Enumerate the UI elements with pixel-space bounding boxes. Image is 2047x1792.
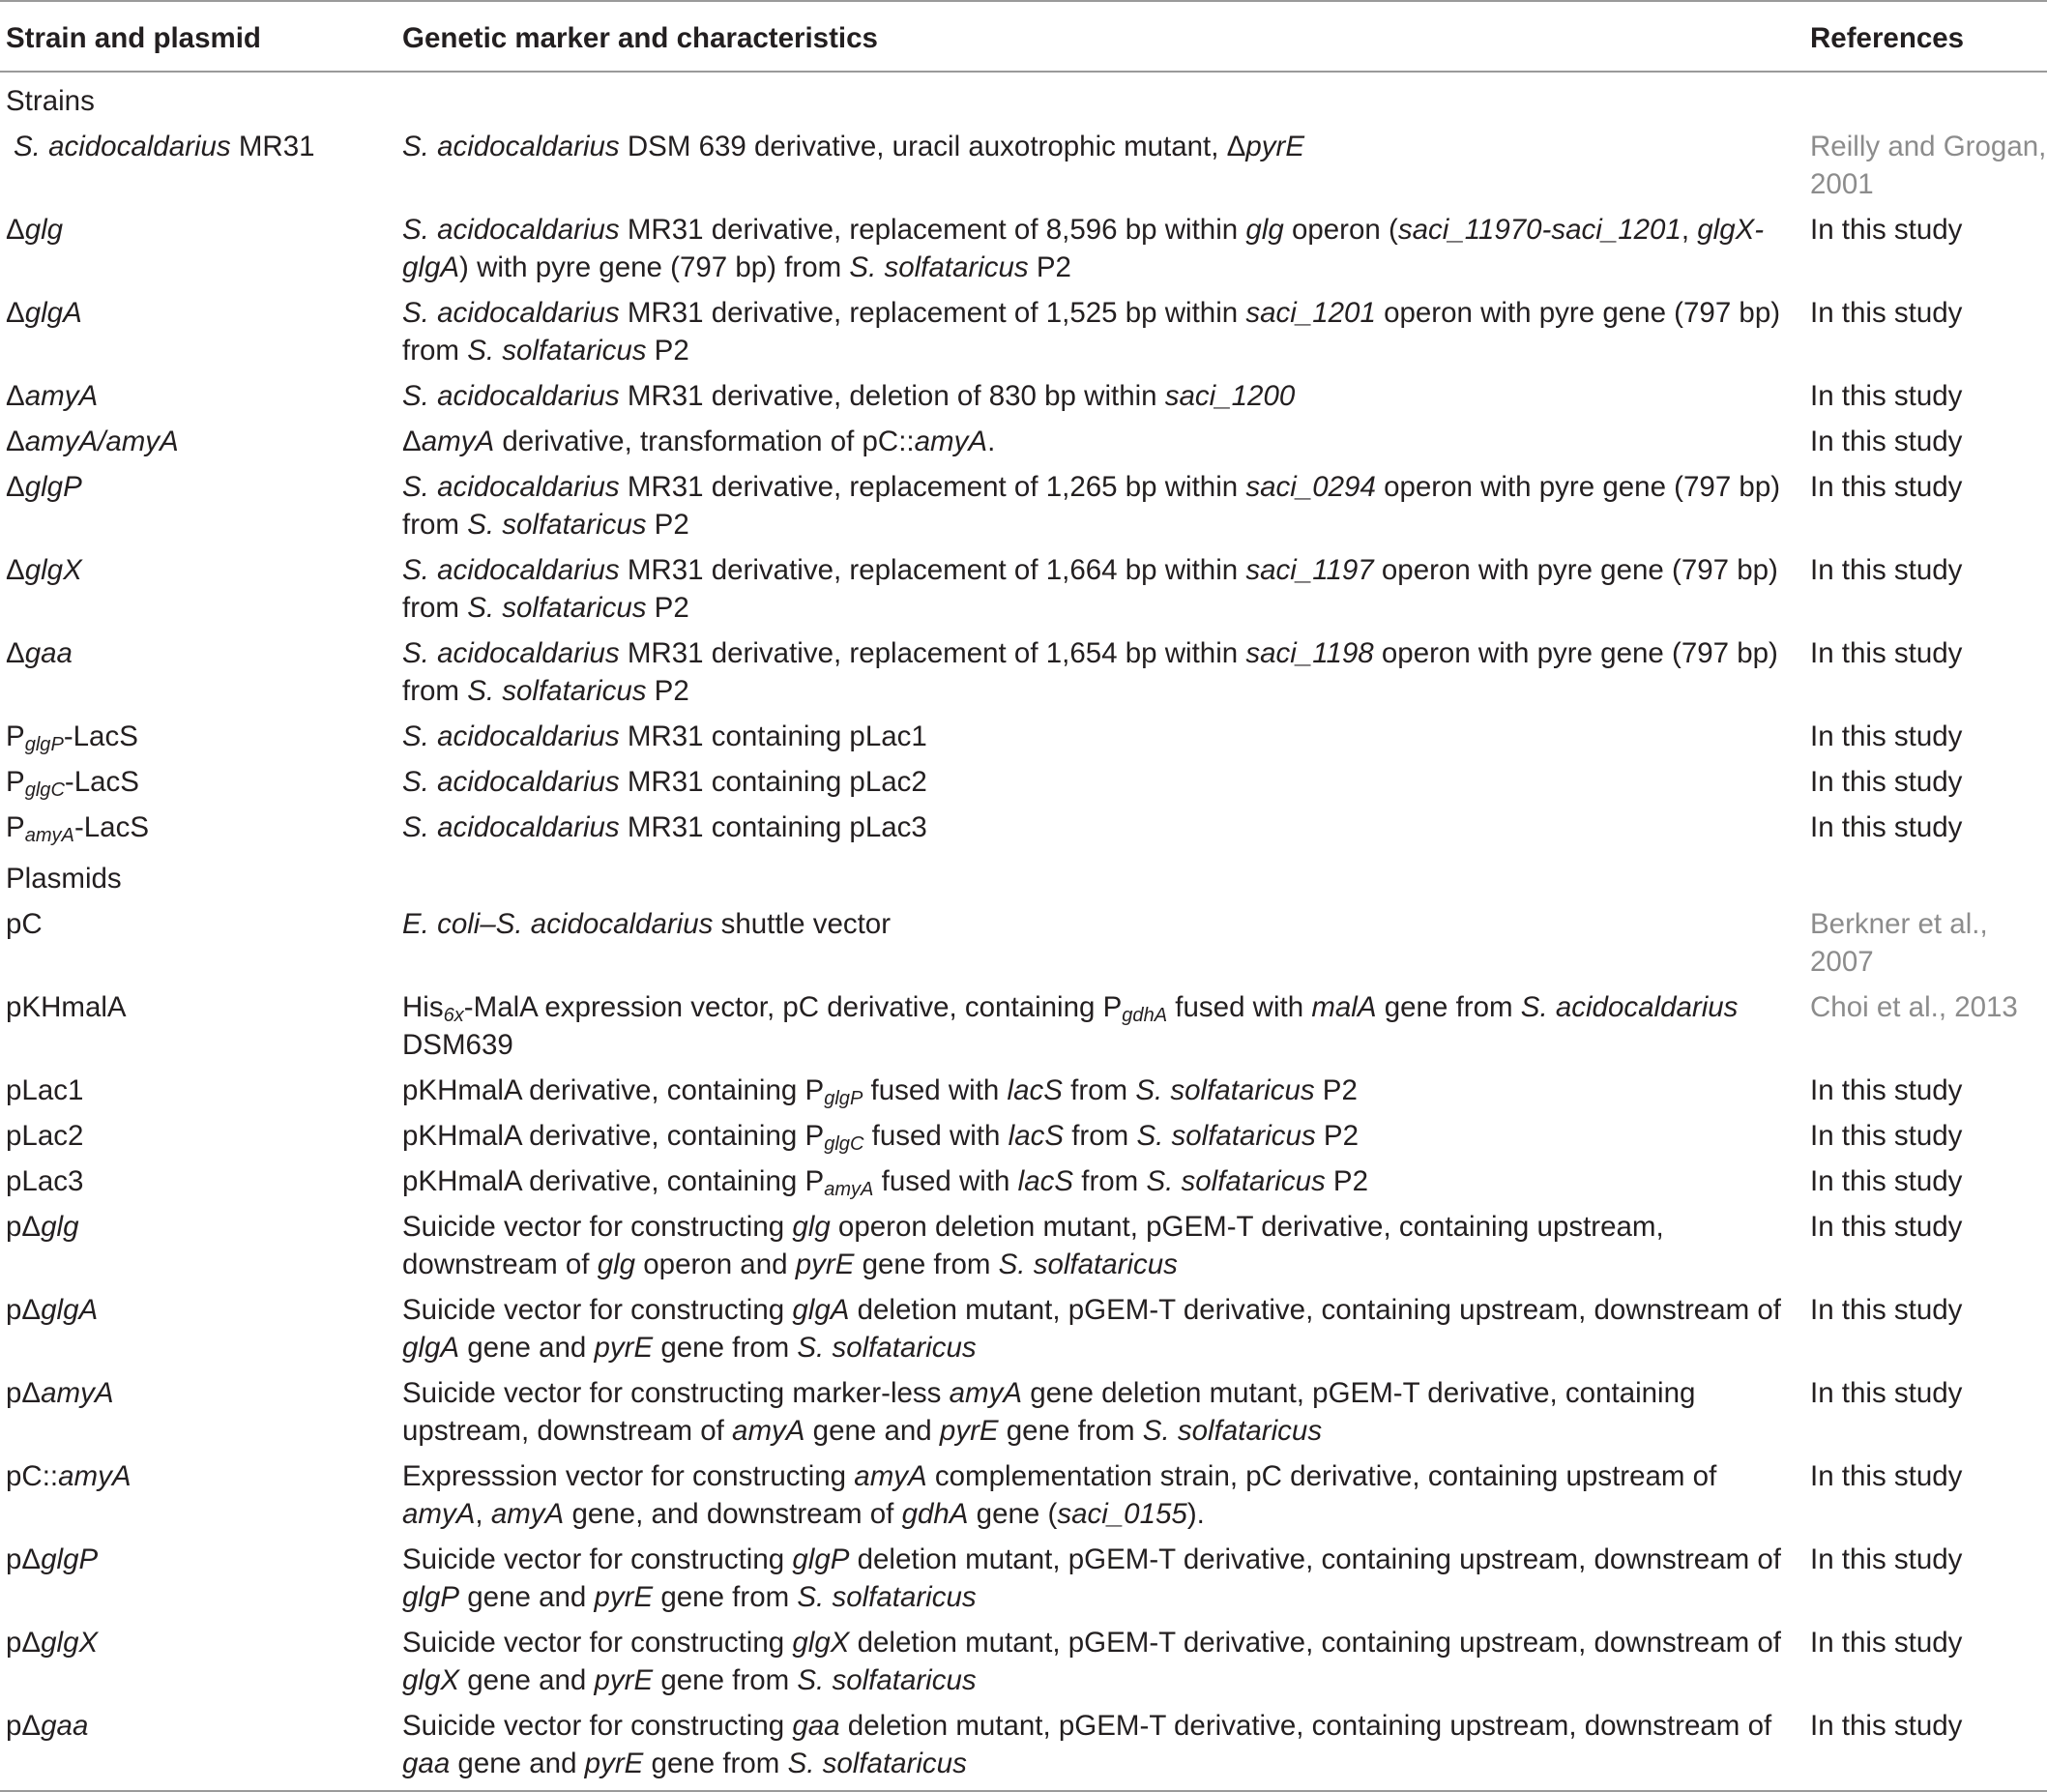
- characteristics-cell: [396, 1068, 1804, 1113]
- reference-cell: In this study: [1810, 1211, 1963, 1243]
- table-row: [0, 1370, 2047, 1454]
- text-segment: glg: [41, 1211, 79, 1243]
- text-segment: MR31 derivative, replacement of 1,654 bp within: [619, 637, 1246, 669]
- strain-plasmid-cell: [0, 547, 396, 631]
- characteristics-cell: [396, 290, 1804, 373]
- text-segment: gdhA: [1122, 1005, 1168, 1026]
- strain-plasmid-cell: [0, 984, 396, 1068]
- text-segment: from: [1062, 1074, 1136, 1106]
- text-segment: saci_0294: [1245, 471, 1376, 503]
- text-segment: MR31: [230, 131, 315, 162]
- table-row: [0, 1620, 2047, 1703]
- text-segment: gaa: [24, 637, 73, 669]
- text-segment: glgX: [24, 554, 82, 586]
- text-segment: S. solfataricus: [467, 335, 647, 367]
- characteristics-cell: [396, 419, 1804, 464]
- text-segment: S. acidocaldarius: [402, 811, 620, 843]
- text-segment: DSM639: [402, 1029, 513, 1061]
- text-segment: S. solfataricus: [467, 592, 647, 624]
- strain-plasmid-cell: [0, 1159, 396, 1204]
- text-segment: gene from: [854, 1249, 999, 1280]
- characteristics-cell: [396, 631, 1804, 714]
- characteristics-cell: [396, 464, 1804, 547]
- reference-cell: In this study: [1810, 720, 1963, 752]
- text-segment: fused with: [873, 1165, 1018, 1197]
- reference-link[interactable]: Reilly and Grogan, 2001: [1810, 131, 2047, 200]
- strain-plasmid-cell: [0, 207, 396, 290]
- text-segment: Δ: [6, 554, 25, 586]
- table-row: [0, 419, 2047, 464]
- text-segment: pLac1: [6, 1074, 84, 1106]
- text-segment: S. acidocaldarius: [402, 380, 620, 412]
- text-segment: from: [1073, 1165, 1147, 1197]
- text-segment: gene from: [653, 1581, 798, 1613]
- table-row: [0, 1159, 2047, 1204]
- text-segment: complementation strain, pC derivative, containing upstream of: [926, 1460, 1717, 1492]
- text-segment: ,: [1681, 214, 1698, 246]
- strain-plasmid-cell: [0, 1454, 396, 1537]
- reference-cell: In this study: [1810, 1165, 1963, 1197]
- reference-cell: In this study: [1810, 297, 1963, 329]
- text-segment: amyA: [949, 1377, 1023, 1409]
- table-row: [0, 464, 2047, 547]
- text-segment: S. solfataricus: [797, 1332, 977, 1364]
- text-segment: saci_1200: [1164, 380, 1296, 412]
- reference-cell: In this study: [1810, 426, 1963, 457]
- text-segment: derivative, transformation of pC::: [494, 426, 915, 457]
- text-segment: gene and: [804, 1415, 940, 1447]
- text-segment: P2: [646, 675, 689, 707]
- text-segment: -LacS: [63, 720, 138, 752]
- text-segment: DSM 639 derivative, uracil auxotrophic mutant, Δ: [619, 131, 1246, 162]
- text-segment: operon deletion mutant, pGEM-T derivative, containing upstream, downstream of: [402, 1211, 1664, 1280]
- text-segment: lacS: [1017, 1165, 1074, 1197]
- text-segment: amyA: [24, 825, 74, 846]
- table-row: [0, 1068, 2047, 1113]
- characteristics-cell: [396, 547, 1804, 631]
- text-segment: glg: [24, 214, 64, 246]
- characteristics-cell: [396, 901, 1804, 984]
- text-segment: amyA: [24, 380, 99, 412]
- text-segment: S. acidocaldarius: [402, 554, 620, 586]
- text-segment: S. solfataricus: [1142, 1415, 1323, 1447]
- text-segment: MR31 derivative, replacement of 1,525 bp within: [619, 297, 1246, 329]
- text-segment: Δ: [6, 214, 25, 246]
- text-segment: E. coli–S. acidocaldarius: [402, 908, 714, 940]
- reference-cell: In this study: [1810, 1294, 1963, 1326]
- characteristics-cell: [396, 1454, 1804, 1537]
- text-segment: S. acidocaldarius: [14, 131, 231, 162]
- strain-plasmid-cell: [0, 1068, 396, 1113]
- text-segment: glgP: [792, 1543, 850, 1575]
- text-segment: gene from: [998, 1415, 1143, 1447]
- text-segment: glgP: [41, 1543, 99, 1575]
- text-segment: Δ: [6, 426, 25, 457]
- reference-cell: In this study: [1810, 1543, 1963, 1575]
- reference-cell: In this study: [1810, 1627, 1963, 1659]
- text-segment: operon with pyre gene (797 bp) from: [402, 554, 1778, 624]
- text-segment: amyA: [854, 1460, 927, 1492]
- text-segment: pyrE: [584, 1748, 644, 1779]
- text-segment: glgC: [24, 779, 65, 801]
- text-segment: glgA: [792, 1294, 850, 1326]
- text-segment: pΔ: [6, 1377, 42, 1409]
- text-segment: deletion mutant, pGEM-T derivative, containing upstream, downstream of: [849, 1627, 1781, 1659]
- text-segment: S. solfataricus: [998, 1249, 1178, 1280]
- table-row: [0, 547, 2047, 631]
- text-segment: from: [1064, 1120, 1137, 1152]
- text-segment: P2: [646, 509, 689, 541]
- characteristics-cell: [396, 1159, 1804, 1204]
- reference-cell: In this study: [1810, 1710, 1963, 1742]
- text-segment: pC::: [6, 1460, 59, 1492]
- text-segment: Δ: [402, 426, 422, 457]
- text-segment: gaa: [41, 1710, 89, 1742]
- text-segment: pyrE: [1245, 131, 1305, 162]
- text-segment: operon (: [1283, 214, 1398, 246]
- text-segment: amyA: [914, 426, 988, 457]
- text-segment: pyrE: [594, 1664, 654, 1696]
- table-row: [0, 901, 2047, 984]
- text-segment: -MalA expression vector, pC derivative, containing P: [463, 991, 1123, 1023]
- text-segment: glgX-glgA: [402, 214, 1765, 283]
- characteristics-cell: [396, 1537, 1804, 1620]
- characteristics-cell: [396, 1204, 1804, 1287]
- table-row: [0, 631, 2047, 714]
- text-segment: deletion mutant, pGEM-T derivative, containing upstream, downstream of: [849, 1294, 1781, 1326]
- text-segment: pLac3: [6, 1165, 84, 1197]
- text-segment: gene (: [968, 1498, 1058, 1530]
- characteristics-cell: [396, 759, 1804, 805]
- text-segment: P2: [1315, 1120, 1359, 1152]
- text-segment: MR31 containing pLac1: [619, 720, 927, 752]
- reference-cell: In this study: [1810, 1460, 1963, 1492]
- text-segment: saci_1197: [1245, 554, 1374, 586]
- text-segment: amyA: [732, 1415, 805, 1447]
- characteristics-cell: [396, 805, 1804, 850]
- text-segment: malA: [1311, 991, 1377, 1023]
- text-segment: Suicide vector for constructing marker-less: [402, 1377, 950, 1409]
- table-row: [0, 984, 2047, 1068]
- reference-cell: In this study: [1810, 554, 1963, 586]
- text-segment: glgX: [792, 1627, 850, 1659]
- strain-plasmid-cell: [0, 419, 396, 464]
- table-row: [0, 290, 2047, 373]
- text-segment: Δ: [6, 471, 25, 503]
- table-row: [0, 373, 2047, 419]
- text-segment: gene from: [653, 1332, 798, 1364]
- text-segment: Suicide vector for constructing: [402, 1294, 793, 1326]
- text-segment: gene and: [459, 1581, 595, 1613]
- reference-link[interactable]: Berkner et al., 2007: [1810, 908, 1988, 978]
- table-row: [0, 1113, 2047, 1159]
- table-row: [0, 207, 2047, 290]
- text-segment: MR31 containing pLac2: [619, 766, 927, 798]
- characteristics-cell: [396, 1113, 1804, 1159]
- text-segment: pKHmalA derivative, containing P: [402, 1165, 825, 1197]
- text-segment: MR31 derivative, replacement of 8,596 bp within: [619, 214, 1246, 246]
- strain-plasmid-cell: [0, 714, 396, 759]
- text-segment: pΔ: [6, 1627, 42, 1659]
- text-segment: -LacS: [73, 811, 150, 843]
- text-segment: gene and: [450, 1748, 585, 1779]
- text-segment: pΔ: [6, 1294, 42, 1326]
- text-segment: Δ: [6, 637, 25, 669]
- strain-plasmid-cell: [0, 1620, 396, 1703]
- text-segment: deletion mutant, pGEM-T derivative, containing upstream, downstream of: [839, 1710, 1772, 1742]
- text-segment: amyA: [421, 426, 495, 457]
- text-segment: Suicide vector for constructing: [402, 1211, 793, 1243]
- text-segment: glg: [1245, 214, 1284, 246]
- text-segment: saci_11970-saci_1201: [1397, 214, 1681, 246]
- reference-cell: In this study: [1810, 380, 1963, 412]
- text-segment: S. solfataricus: [797, 1581, 977, 1613]
- text-segment: amyA: [58, 1460, 132, 1492]
- table-row: [0, 714, 2047, 759]
- text-segment: saci_0155: [1057, 1498, 1187, 1530]
- section-label: Plasmids: [6, 863, 122, 895]
- text-segment: fused with: [1167, 991, 1312, 1023]
- strain-plasmid-cell: [0, 1204, 396, 1287]
- text-segment: ) with pyre gene (797 bp) from: [459, 251, 850, 283]
- text-segment: pΔ: [6, 1211, 42, 1243]
- text-segment: glgA: [24, 297, 82, 329]
- characteristics-cell: [396, 1703, 1804, 1791]
- text-segment: glg: [792, 1211, 831, 1243]
- text-segment: S. acidocaldarius: [402, 720, 620, 752]
- text-segment: amyA: [824, 1179, 874, 1200]
- text-segment: pKHmalA derivative, containing P: [402, 1074, 825, 1106]
- text-segment: amyA: [402, 1498, 476, 1530]
- text-segment: pC: [6, 908, 43, 940]
- characteristics-cell: [396, 984, 1804, 1068]
- table-header: [0, 1, 2047, 72]
- text-segment: glgP: [24, 734, 64, 755]
- reference-cell: In this study: [1810, 471, 1963, 503]
- text-segment: S. acidocaldarius: [402, 214, 620, 246]
- text-segment: S. acidocaldarius: [402, 637, 620, 669]
- text-segment: glgA: [41, 1294, 99, 1326]
- text-segment: glgP: [24, 471, 82, 503]
- text-segment: S. solfataricus: [849, 251, 1029, 283]
- text-segment: S. acidocaldarius: [402, 297, 620, 329]
- reference-cell: In this study: [1810, 1120, 1963, 1152]
- text-segment: gaa: [792, 1710, 840, 1742]
- characteristics-cell: [396, 207, 1804, 290]
- text-segment: P: [6, 766, 25, 798]
- reference-cell: In this study: [1810, 1074, 1963, 1106]
- text-segment: S. acidocaldarius: [402, 131, 620, 162]
- strain-plasmid-cell: [0, 124, 396, 207]
- text-segment: gene from: [1376, 991, 1521, 1023]
- text-segment: pyrE: [594, 1581, 654, 1613]
- text-segment: gdhA: [901, 1498, 969, 1530]
- text-segment: P2: [1314, 1074, 1358, 1106]
- text-segment: glgX: [402, 1664, 460, 1696]
- text-segment: S. solfataricus: [797, 1664, 977, 1696]
- reference-cell: In this study: [1810, 766, 1963, 798]
- text-segment: P: [6, 720, 25, 752]
- text-segment: S. acidocaldarius: [402, 766, 620, 798]
- text-segment: S. acidocaldarius: [402, 471, 620, 503]
- text-segment: Suicide vector for constructing: [402, 1710, 793, 1742]
- text-segment: Suicide vector for constructing: [402, 1543, 793, 1575]
- text-segment: gene from: [653, 1664, 798, 1696]
- text-segment: S. acidocaldarius: [1520, 991, 1739, 1023]
- strain-plasmid-cell: [0, 1537, 396, 1620]
- reference-cell: In this study: [1810, 811, 1963, 843]
- text-segment: P: [6, 811, 25, 843]
- characteristics-cell: [396, 373, 1804, 419]
- table-body: [0, 72, 2047, 1791]
- text-segment: MR31 derivative, deletion of 830 bp within: [619, 380, 1165, 412]
- text-segment: S. solfataricus: [1146, 1165, 1326, 1197]
- table-row: [0, 805, 2047, 850]
- text-segment: fused with: [863, 1120, 1009, 1152]
- text-segment: saci_1198: [1245, 637, 1374, 669]
- text-segment: MR31 derivative, replacement of 1,265 bp within: [619, 471, 1246, 503]
- text-segment: pΔ: [6, 1710, 42, 1742]
- text-segment: .: [987, 426, 996, 457]
- text-segment: Δ: [6, 380, 25, 412]
- reference-link[interactable]: Choi et al., 2013: [1810, 991, 2018, 1023]
- text-segment: -LacS: [64, 766, 139, 798]
- text-segment: pKHmalA: [6, 991, 127, 1023]
- strain-plasmid-cell: [0, 805, 396, 850]
- text-segment: ,: [475, 1498, 491, 1530]
- text-segment: operon with pyre gene (797 bp) from: [402, 637, 1778, 707]
- header-genetic-marker: Genetic marker and characteristics: [402, 22, 878, 54]
- table-row: [0, 1287, 2047, 1370]
- text-segment: fused with: [863, 1074, 1008, 1106]
- text-segment: pyrE: [939, 1415, 999, 1447]
- text-segment: gene and: [459, 1664, 595, 1696]
- header-strain-and-plasmid: Strain and plasmid: [6, 22, 261, 54]
- text-segment: amyA/amyA: [24, 426, 179, 457]
- text-segment: pyrE: [594, 1332, 654, 1364]
- text-segment: lacS: [1008, 1120, 1065, 1152]
- characteristics-cell: [396, 124, 1804, 207]
- characteristics-cell: [396, 1620, 1804, 1703]
- text-segment: shuttle vector: [713, 908, 892, 940]
- text-segment: amyA: [490, 1498, 565, 1530]
- text-segment: pΔ: [6, 1543, 42, 1575]
- text-segment: amyA: [41, 1377, 114, 1409]
- text-segment: glgC: [824, 1133, 864, 1155]
- text-segment: glg: [597, 1249, 636, 1280]
- reference-cell: In this study: [1810, 214, 1963, 246]
- table-row: [0, 1204, 2047, 1287]
- text-segment: gaa: [402, 1748, 451, 1779]
- text-segment: operon with pyre gene (797 bp) from: [402, 471, 1781, 541]
- strain-plasmid-cell: [0, 373, 396, 419]
- text-segment: gene from: [643, 1748, 788, 1779]
- text-segment: glgA: [402, 1332, 460, 1364]
- text-segment: saci_1201: [1245, 297, 1376, 329]
- strain-plasmid-cell: [0, 1287, 396, 1370]
- text-segment: S. solfataricus: [467, 675, 647, 707]
- text-segment: Suicide vector for constructing: [402, 1627, 793, 1659]
- text-segment: S. solfataricus: [1135, 1074, 1315, 1106]
- table-row: [0, 1454, 2047, 1537]
- text-segment: glgP: [402, 1581, 460, 1613]
- characteristics-cell: [396, 1370, 1804, 1454]
- text-segment: gene deletion mutant, pGEM-T derivative, containing upstream, downstream of: [402, 1377, 1696, 1447]
- strain-plasmid-cell: [0, 290, 396, 373]
- characteristics-cell: [396, 1287, 1804, 1370]
- text-segment: glgP: [824, 1088, 863, 1109]
- text-segment: 6x: [443, 1005, 464, 1026]
- strain-plasmid-cell: [0, 631, 396, 714]
- text-segment: gene, and downstream of: [564, 1498, 902, 1530]
- table-row: [0, 759, 2047, 805]
- text-segment: P2: [646, 592, 689, 624]
- text-segment: lacS: [1007, 1074, 1063, 1106]
- characteristics-cell: [396, 714, 1804, 759]
- text-segment: Δ: [6, 297, 25, 329]
- text-segment: S. solfataricus: [1136, 1120, 1316, 1152]
- text-segment: pLac2: [6, 1120, 84, 1152]
- table-row: [0, 1703, 2047, 1791]
- text-segment: P2: [646, 335, 689, 367]
- strain-plasmid-cell: [0, 1703, 396, 1791]
- text-segment: His: [402, 991, 444, 1023]
- header-references: References: [1810, 22, 1965, 54]
- text-segment: P2: [1028, 251, 1071, 283]
- strain-plasmid-cell: [0, 464, 396, 547]
- reference-cell: In this study: [1810, 1377, 1963, 1409]
- strain-plasmid-cell: [0, 759, 396, 805]
- strain-plasmid-cell: [0, 901, 396, 984]
- strain-plasmid-cell: [0, 1113, 396, 1159]
- text-segment: gene and: [459, 1332, 595, 1364]
- text-segment: deletion mutant, pGEM-T derivative, containing upstream, downstream of: [849, 1543, 1781, 1575]
- text-segment: MR31 derivative, replacement of 1,664 bp within: [619, 554, 1246, 586]
- text-segment: P2: [1325, 1165, 1369, 1197]
- text-segment: ).: [1186, 1498, 1205, 1530]
- text-segment: S. solfataricus: [467, 509, 647, 541]
- table-header-row: [0, 1, 2047, 72]
- text-segment: glgX: [41, 1627, 99, 1659]
- text-segment: S. solfataricus: [787, 1748, 967, 1779]
- text-segment: operon with pyre gene (797 bp) from: [402, 297, 1781, 367]
- table-row: [0, 124, 2047, 207]
- table-row: [0, 1537, 2047, 1620]
- text-segment: Expresssion vector for constructing: [402, 1460, 855, 1492]
- section-label: Strains: [6, 85, 95, 117]
- text-segment: operon and: [635, 1249, 796, 1280]
- text-segment: MR31 containing pLac3: [619, 811, 927, 843]
- strain-plasmid-cell: [0, 1370, 396, 1454]
- text-segment: pKHmalA derivative, containing P: [402, 1120, 825, 1152]
- section-row: [0, 72, 2047, 124]
- text-segment: pyrE: [795, 1249, 855, 1280]
- reference-cell: In this study: [1810, 637, 1963, 669]
- section-row: [0, 850, 2047, 901]
